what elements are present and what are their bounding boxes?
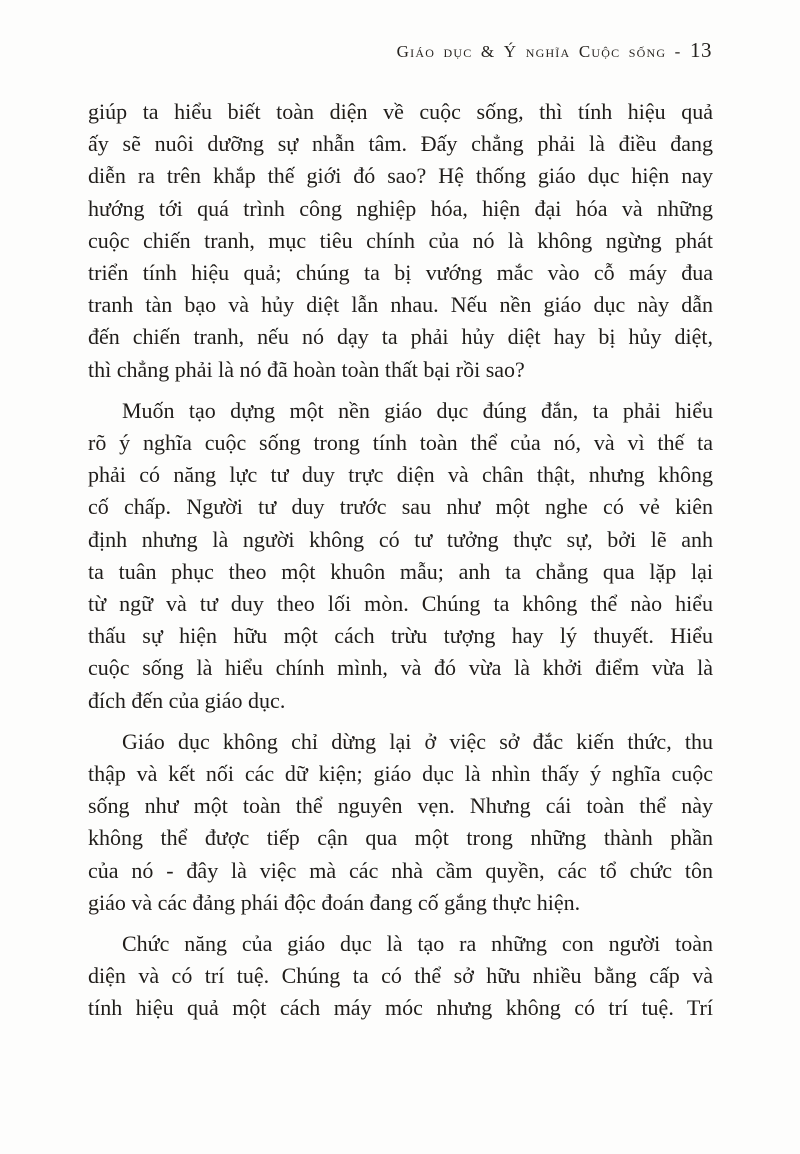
text-line: hướng tới quá trình công nghiệp hóa, hiện đại hóa và những (88, 195, 713, 221)
page-number: 13 (690, 38, 712, 62)
text-line: triển tính hiệu quả; chúng ta bị vướng mắc vào cỗ máy đua (88, 260, 713, 286)
paragraph (88, 928, 713, 1025)
paragraph (88, 395, 713, 717)
text-line: cuộc sống là hiểu chính mình, và đó vừa là khởi điểm vừa là (88, 655, 713, 681)
paragraph (88, 726, 713, 919)
text-line: không thể được tiếp cận qua một trong những thành phần (88, 825, 713, 851)
text-line: ấy sẽ nuôi dưỡng sự nhẫn tâm. Đấy chẳng phải là điều đang (88, 131, 713, 157)
text-line: Muốn tạo dựng một nền giáo dục đúng đắn, ta phải hiểu (122, 397, 713, 423)
text-line: đích đến của giáo dục. (88, 687, 286, 713)
page-body (88, 96, 713, 1034)
text-line: thập và kết nối các dữ kiện; giáo dục là nhìn thấy ý nghĩa cuộc (88, 761, 713, 787)
text-line: cố chấp. Người tư duy trước sau như một nghe có vẻ kiên (88, 494, 713, 520)
text-line: tính hiệu quả một cách máy móc nhưng không có trí tuệ. Trí (88, 995, 713, 1021)
text-line: đến chiến tranh, nếu nó dạy ta phải hủy diệt hay bị hủy diệt, (88, 324, 713, 350)
page-header (397, 38, 712, 63)
text-line: thấu sự hiện hữu một cách trừu tượng hay lý thuyết. Hiểu (88, 623, 713, 649)
text-line: phải có năng lực tư duy trực diện và chân thật, nhưng không (88, 462, 713, 488)
text-line: Chức năng của giáo dục là tạo ra những con người toàn (122, 931, 713, 957)
text-line: rõ ý nghĩa cuộc sống trong tính toàn thể của nó, và vì thế ta (88, 430, 713, 456)
header-separator: - (666, 42, 690, 61)
text-line: giúp ta hiểu biết toàn diện về cuộc sống, thì tính hiệu quả (88, 99, 713, 124)
text-line: sống như một toàn thể nguyên vẹn. Nhưng cái toàn thể này (88, 793, 713, 819)
text-line: Giáo dục không chỉ dừng lại ở việc sở đắc kiến thức, thu (122, 728, 713, 754)
text-line: thì chẳng phải là nó đã hoàn toàn thất bại rồi sao? (88, 356, 525, 382)
text-line: tranh tàn bạo và hủy diệt lẫn nhau. Nếu nền giáo dục này dẫn (88, 292, 713, 318)
text-line: diễn ra trên khắp thế giới đó sao? Hệ thống giáo dục hiện nay (88, 163, 713, 189)
running-title: Giáo dục & Ý nghĩa Cuộc sống (396, 42, 667, 61)
text-line: định nhưng là người không có tư tưởng thực sự, bởi lẽ anh (88, 526, 713, 552)
text-line: cuộc chiến tranh, mục tiêu chính của nó là không ngừng phát (88, 227, 713, 253)
text-line: ta tuân phục theo một khuôn mẫu; anh ta chẳng qua lặp lại (88, 558, 713, 584)
text-line: diện và có trí tuệ. Chúng ta có thể sở hữu nhiều bằng cấp và (88, 963, 713, 989)
paragraph (88, 96, 713, 386)
text-line: từ ngữ và tư duy theo lối mòn. Chúng ta không thể nào hiểu (88, 591, 713, 617)
text-line: của nó - đây là việc mà các nhà cầm quyền, các tổ chức tôn (88, 857, 713, 883)
text-line: giáo và các đảng phái độc đoán đang cố gắng thực hiện. (88, 889, 581, 915)
